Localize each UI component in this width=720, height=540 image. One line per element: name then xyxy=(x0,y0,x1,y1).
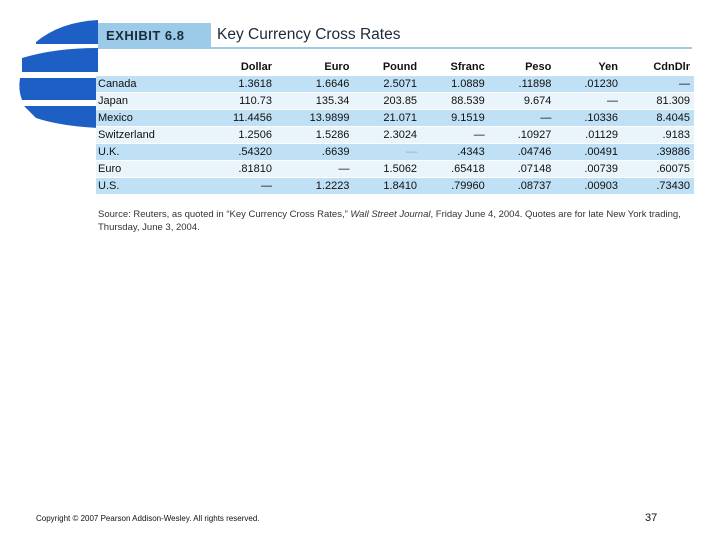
table-cell: — xyxy=(679,78,690,90)
cross-rates-table xyxy=(96,58,694,195)
table-row xyxy=(96,144,694,161)
column-header: CdnDlr xyxy=(653,61,690,73)
column-header: Sfranc xyxy=(450,61,485,73)
table-cell: — xyxy=(540,112,552,124)
row-label: Japan xyxy=(98,95,128,107)
table-cell: 1.6646 xyxy=(315,78,350,90)
column-header: Dollar xyxy=(240,61,272,73)
table-cell: — xyxy=(261,180,272,192)
row-label: Canada xyxy=(98,78,137,90)
table-cell: .00491 xyxy=(584,146,618,158)
table-cell: 81.309 xyxy=(656,95,690,107)
table-cell: .00739 xyxy=(584,163,618,175)
table-cell: 1.5062 xyxy=(383,163,418,175)
table-cell: 2.3024 xyxy=(383,129,418,141)
table-cell: .73430 xyxy=(656,180,690,192)
source-note xyxy=(98,208,688,234)
table-cell: .79960 xyxy=(451,180,485,192)
table-cell: 1.8410 xyxy=(383,180,418,192)
table-cell: 13.9899 xyxy=(309,112,350,124)
table-cell: .60075 xyxy=(656,163,690,175)
row-label: U.K. xyxy=(98,146,120,158)
column-header: Peso xyxy=(525,61,552,73)
table-cell: — xyxy=(606,95,618,107)
table-row xyxy=(96,76,694,93)
table-cell: .10336 xyxy=(584,112,618,124)
table-cell: 8.4045 xyxy=(656,112,690,124)
table-cell: 1.0889 xyxy=(451,78,485,90)
column-header: Euro xyxy=(324,61,350,73)
copyright-notice: Copyright © 2007 Pearson Addison-Wesley. All rights reserved. xyxy=(36,514,260,523)
table-cell: 135.34 xyxy=(315,95,350,107)
table-cell: .54320 xyxy=(238,146,272,158)
corner-cell xyxy=(96,58,200,76)
row-label: U.S. xyxy=(98,180,120,192)
table-cell: — xyxy=(406,146,418,158)
row-label: Euro xyxy=(98,163,122,175)
table-cell: .01129 xyxy=(585,129,618,141)
table-cell: 88.539 xyxy=(451,95,485,107)
source-prefix: Source: Reuters, as quoted in “Key Currency Cross Rates,” xyxy=(98,209,351,220)
table-cell: .01230 xyxy=(584,78,618,90)
header-rule xyxy=(98,47,692,49)
row-label: Mexico xyxy=(98,112,133,124)
table-cell: .07148 xyxy=(517,163,552,175)
source-suffix: , Friday June 4, 2004. Quotes are for late New York trading, Thursday, June 3, 2004. xyxy=(98,209,681,233)
table-cell: .04746 xyxy=(517,146,552,158)
table-cell: 110.73 xyxy=(239,95,272,107)
table-cell: 1.5286 xyxy=(315,129,350,141)
table-row xyxy=(96,127,694,144)
table-cell: 203.85 xyxy=(383,95,418,107)
table-cell: .39886 xyxy=(656,146,690,158)
table-cell: .08737 xyxy=(517,180,552,192)
table-cell: 1.2223 xyxy=(315,180,350,192)
table-cell: 9.674 xyxy=(523,95,552,107)
table-row xyxy=(96,110,694,127)
page-number: 37 xyxy=(645,512,658,524)
table-cell: 2.5071 xyxy=(383,78,418,90)
table-cell: — xyxy=(473,129,485,141)
source-publication: Wall Street Journal xyxy=(350,209,431,220)
table-cell: 1.3618 xyxy=(238,78,272,90)
table-row xyxy=(96,93,694,110)
exhibit-label: EXHIBIT 6.8 xyxy=(98,23,211,47)
row-label: Switzerland xyxy=(98,129,155,141)
table-row xyxy=(96,161,694,178)
table-cell: .65418 xyxy=(451,163,485,175)
table-row xyxy=(96,178,694,195)
column-header: Pound xyxy=(382,61,418,73)
table-cell: .11898 xyxy=(518,78,552,90)
table-cell: — xyxy=(338,163,350,175)
table-cell: .10927 xyxy=(517,129,552,141)
table-cell: 11.4456 xyxy=(233,112,272,124)
exhibit-header xyxy=(98,23,692,47)
exhibit-title: Key Currency Cross Rates xyxy=(211,23,692,47)
table-cell: 1.2506 xyxy=(238,129,272,141)
publisher-logo xyxy=(0,0,100,140)
table-cell: 9.1519 xyxy=(451,112,485,124)
table-header-row xyxy=(96,58,694,76)
table-cell: .9183 xyxy=(662,129,690,141)
table-cell: .00903 xyxy=(584,180,618,192)
column-header: Yen xyxy=(598,61,618,73)
table-cell: .6639 xyxy=(321,146,350,158)
table-cell: 21.071 xyxy=(383,112,418,124)
table-cell: .4343 xyxy=(457,146,485,158)
table-cell: .81810 xyxy=(238,163,272,175)
